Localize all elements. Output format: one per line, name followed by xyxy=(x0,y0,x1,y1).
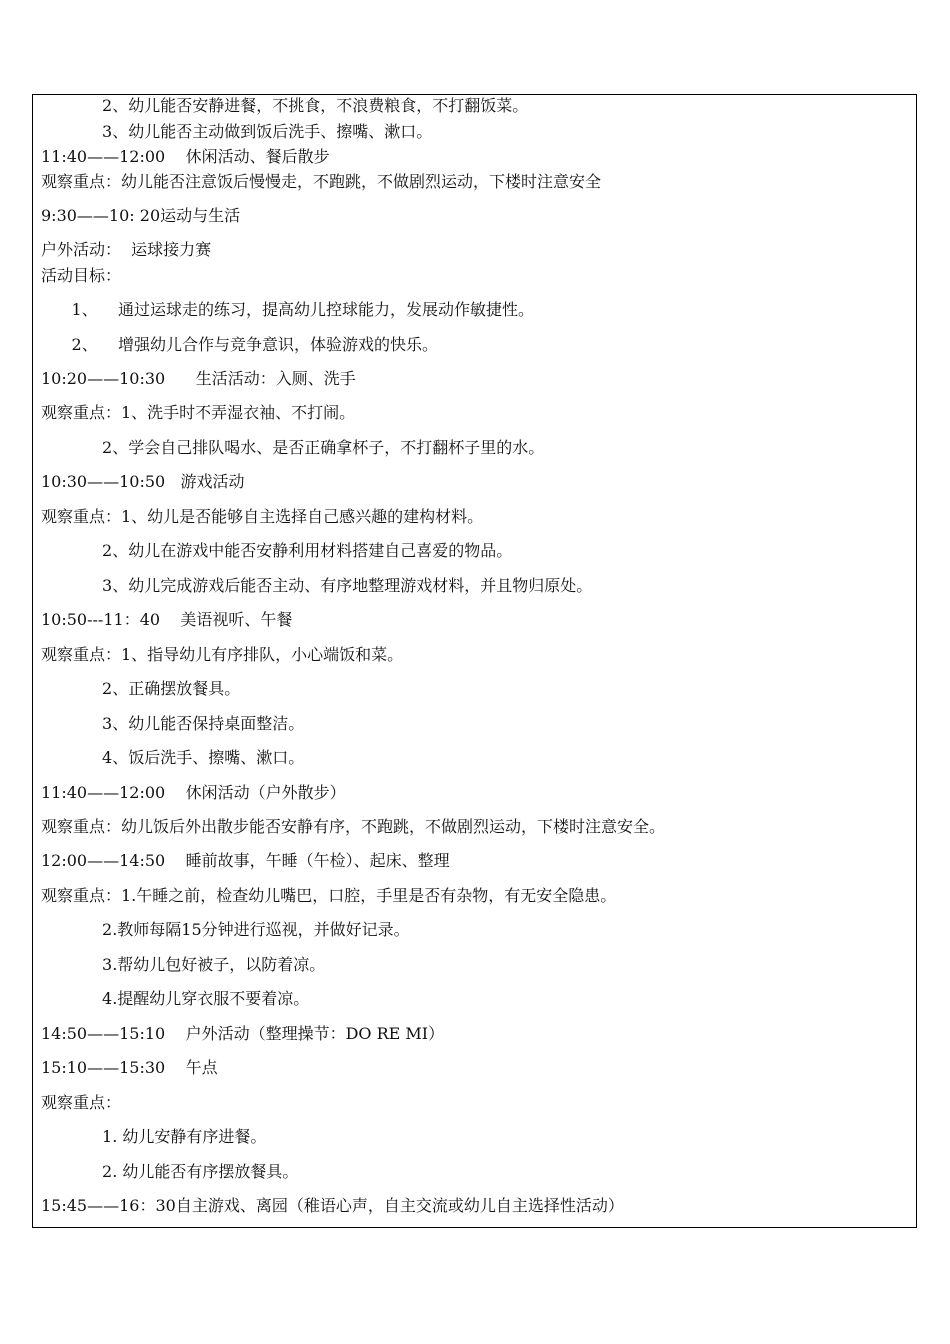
text-line: 2. 幼儿能否有序摆放餐具。 xyxy=(41,1162,299,1181)
text-line: 观察重点：1.午睡之前，检查幼儿嘴巴，口腔，手里是否有杂物，有无安全隐患。 xyxy=(41,886,617,905)
text-line: 观察重点：幼儿能否注意饭后慢慢走，不跑跳，不做剧烈运动，下楼时注意安全 xyxy=(41,172,602,191)
text-line: 4.提醒幼儿穿衣服不要着凉。 xyxy=(41,989,310,1008)
text-line: 15:45——16：30自主游戏、离园（稚语心声，自主交流或幼儿自主选择性活动） xyxy=(41,1196,624,1215)
text-line: 2、正确摆放餐具。 xyxy=(41,679,241,698)
text-line: 3、幼儿能否保持桌面整洁。 xyxy=(41,714,305,733)
text-line: 9:30——10: 20运动与生活 xyxy=(41,206,241,225)
text-line: 1. 幼儿安静有序进餐。 xyxy=(41,1127,267,1146)
text-line: 2.教师每隔15分钟进行巡视，并做好记录。 xyxy=(41,920,410,939)
text-line: 3、幼儿完成游戏后能否主动、有序地整理游戏材料，并且物归原处。 xyxy=(41,576,593,595)
text-line: 活动目标： xyxy=(41,266,122,285)
text-line: 观察重点：1、指导幼儿有序排队，小心端饭和菜。 xyxy=(41,645,404,664)
text-line: 2、幼儿能否安静进餐，不挑食，不浪费粮食，不打翻饭菜。 xyxy=(41,96,529,115)
text-line: 2、幼儿在游戏中能否安静利用材料搭建自己喜爱的物品。 xyxy=(41,541,513,560)
text-line: 2、学会自己排队喝水、是否正确拿杯子，不打翻杯子里的水。 xyxy=(41,438,545,457)
text-line: 户外活动： 运球接力赛 xyxy=(41,240,212,259)
text-line: 11:40——12:00 休闲活动、餐后散步 xyxy=(41,147,330,166)
text-line: 15:10——15:30 午点 xyxy=(41,1058,218,1077)
text-line: 10:20——10:30 生活活动：入厕、洗手 xyxy=(41,369,356,388)
text-line: 观察重点：1、幼儿是否能够自主选择自己感兴趣的建构材料。 xyxy=(41,507,484,526)
text-line: 观察重点：1、洗手时不弄湿衣袖、不打闹。 xyxy=(41,403,356,422)
text-line: 3.帮幼儿包好被子，以防着凉。 xyxy=(41,955,326,974)
text-line: 观察重点： xyxy=(41,1093,122,1112)
text-line: 11:40——12:00 休闲活动（户外散步） xyxy=(41,783,346,802)
text-line: 3、幼儿能否主动做到饭后洗手、擦嘴、漱口。 xyxy=(41,122,433,141)
text-line: 10:30——10:50 游戏活动 xyxy=(41,472,245,491)
text-line: 12:00——14:50 睡前故事，午睡（午检）、起床、整理 xyxy=(41,851,450,870)
text-line: 14:50——15:10 户外活动（整理操节：DO RE MI） xyxy=(41,1024,445,1043)
text-line: 观察重点：幼儿饭后外出散步能否安静有序，不跑跳，不做剧烈运动，下楼时注意安全。 xyxy=(41,817,666,836)
text-line: 10:50---11：40 美语视听、午餐 xyxy=(41,610,293,629)
text-line: 4、饭后洗手、擦嘴、漱口。 xyxy=(41,748,305,767)
text-line: 1、 通过运球走的练习，提高幼儿控球能力，发展动作敏捷性。 xyxy=(41,300,535,319)
text-line: 2、 增强幼儿合作与竞争意识，体验游戏的快乐。 xyxy=(41,335,439,354)
